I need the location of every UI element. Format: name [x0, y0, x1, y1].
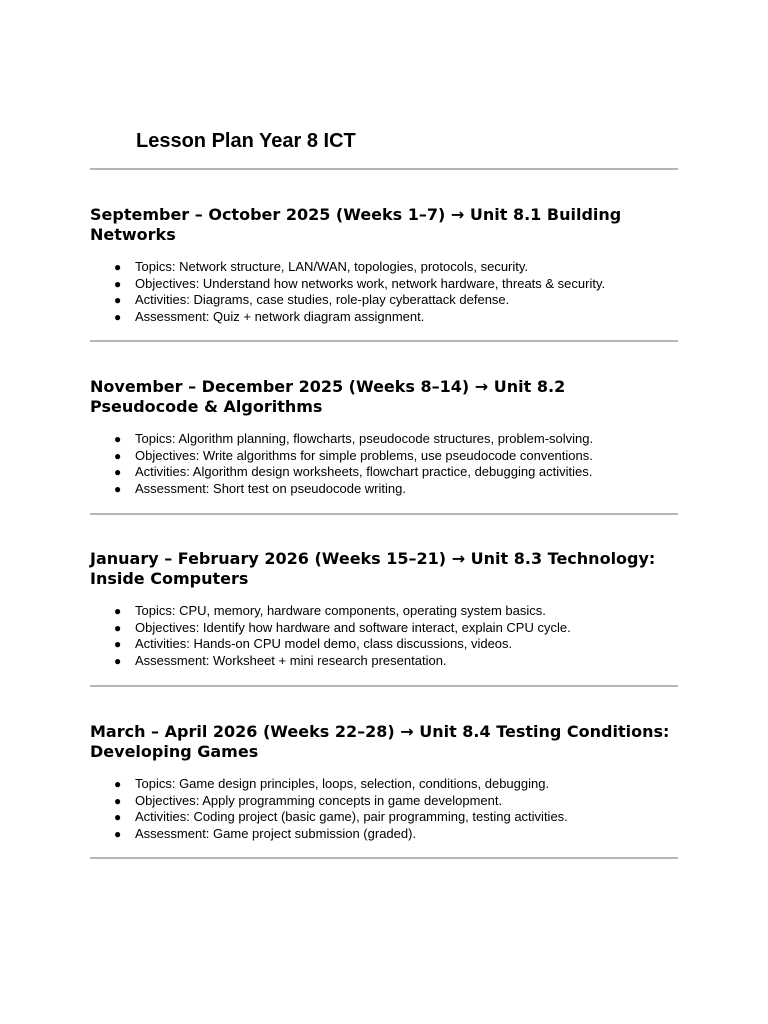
- list-item: [90, 826, 678, 843]
- list-item: [90, 259, 678, 276]
- bullet-icon: ●: [114, 276, 122, 291]
- section-divider: [90, 685, 678, 687]
- list-item-text: Activities: Algorithm design worksheets, flowchart practice, debugging activities.: [135, 464, 593, 479]
- bullet-icon: ●: [114, 432, 122, 446]
- bullet-icon: ●: [114, 637, 122, 651]
- bullet-list: [90, 776, 678, 842]
- list-item-text: Topics: Network structure, LAN/WAN, topologies, protocols, security.: [135, 259, 529, 274]
- list-item: [90, 793, 678, 810]
- unit-section-8-1: [90, 205, 678, 325]
- list-item-text: Topics: Algorithm planning, flowcharts, pseudocode structures, problem-solving.: [135, 431, 594, 446]
- list-item-text: Objectives: Apply programming concepts in game development.: [135, 792, 503, 808]
- section-divider: [90, 513, 678, 515]
- list-item: [90, 603, 678, 620]
- unit-section-8-3: [90, 549, 678, 669]
- bullet-icon: ●: [114, 620, 122, 635]
- list-item: [90, 809, 678, 826]
- list-item: [90, 309, 678, 326]
- section-divider: [90, 857, 678, 859]
- list-item-text: Objectives: Identify how hardware and software interact, explain CPU cycle.: [135, 619, 571, 635]
- list-item-text: Topics: Game design principles, loops, selection, conditions, debugging.: [135, 776, 550, 791]
- section-heading: January – February 2026 (Weeks 15–21) → Unit 8.3 Technology: Inside Computers: [90, 549, 656, 588]
- list-item: [90, 276, 678, 293]
- unit-section-8-4: [90, 722, 678, 842]
- bullet-icon: ●: [114, 604, 122, 618]
- unit-section-8-2: [90, 377, 678, 497]
- bullet-list: [90, 259, 678, 325]
- section-heading: March – April 2026 (Weeks 22–28) → Unit 8.4 Testing Conditions: Developing Games: [90, 722, 670, 761]
- list-item-text: Assessment: Worksheet + mini research presentation.: [135, 652, 447, 668]
- bullet-icon: ●: [114, 826, 122, 841]
- list-item-text: Assessment: Quiz + network diagram assignment.: [135, 308, 425, 324]
- list-item: [90, 776, 678, 793]
- list-item: [90, 292, 678, 309]
- bullet-icon: ●: [114, 309, 122, 324]
- section-divider: [90, 340, 678, 342]
- title-divider: [90, 168, 678, 170]
- bullet-icon: ●: [114, 777, 122, 791]
- bullet-icon: ●: [114, 293, 122, 307]
- list-item-text: Activities: Diagrams, case studies, role-play cyberattack defense.: [135, 292, 510, 307]
- bullet-list: [90, 431, 678, 497]
- list-item: [90, 448, 678, 465]
- bullet-icon: ●: [114, 810, 122, 824]
- list-item: [90, 636, 678, 653]
- bullet-icon: ●: [114, 793, 122, 808]
- list-item-text: Assessment: Game project submission (graded).: [135, 825, 417, 841]
- bullet-icon: ●: [114, 481, 122, 496]
- list-item-text: Objectives: Understand how networks work, network hardware, threats & security.: [135, 275, 606, 291]
- bullet-list: [90, 603, 678, 669]
- bullet-icon: ●: [114, 465, 122, 479]
- section-heading: November – December 2025 (Weeks 8–14) → Unit 8.2 Pseudocode & Algorithms: [90, 377, 566, 416]
- list-item-text: Activities: Coding project (basic game), pair programming, testing activities.: [135, 809, 568, 824]
- list-item-text: Assessment: Short test on pseudocode writing.: [135, 480, 406, 496]
- list-item: [90, 620, 678, 637]
- bullet-icon: ●: [114, 653, 122, 668]
- bullet-icon: ●: [114, 260, 122, 274]
- list-item: [90, 464, 678, 481]
- list-item: [90, 431, 678, 448]
- bullet-icon: ●: [114, 448, 122, 463]
- list-item: [90, 653, 678, 670]
- page-title: Lesson Plan Year 8 ICT: [136, 130, 356, 152]
- list-item-text: Objectives: Write algorithms for simple problems, use pseudocode conventions.: [135, 447, 593, 463]
- list-item-text: Topics: CPU, memory, hardware components, operating system basics.: [135, 603, 546, 618]
- section-heading: September – October 2025 (Weeks 1–7) → Unit 8.1 Building Networks: [90, 205, 622, 244]
- list-item-text: Activities: Hands-on CPU model demo, class discussions, videos.: [135, 636, 513, 651]
- list-item: [90, 481, 678, 498]
